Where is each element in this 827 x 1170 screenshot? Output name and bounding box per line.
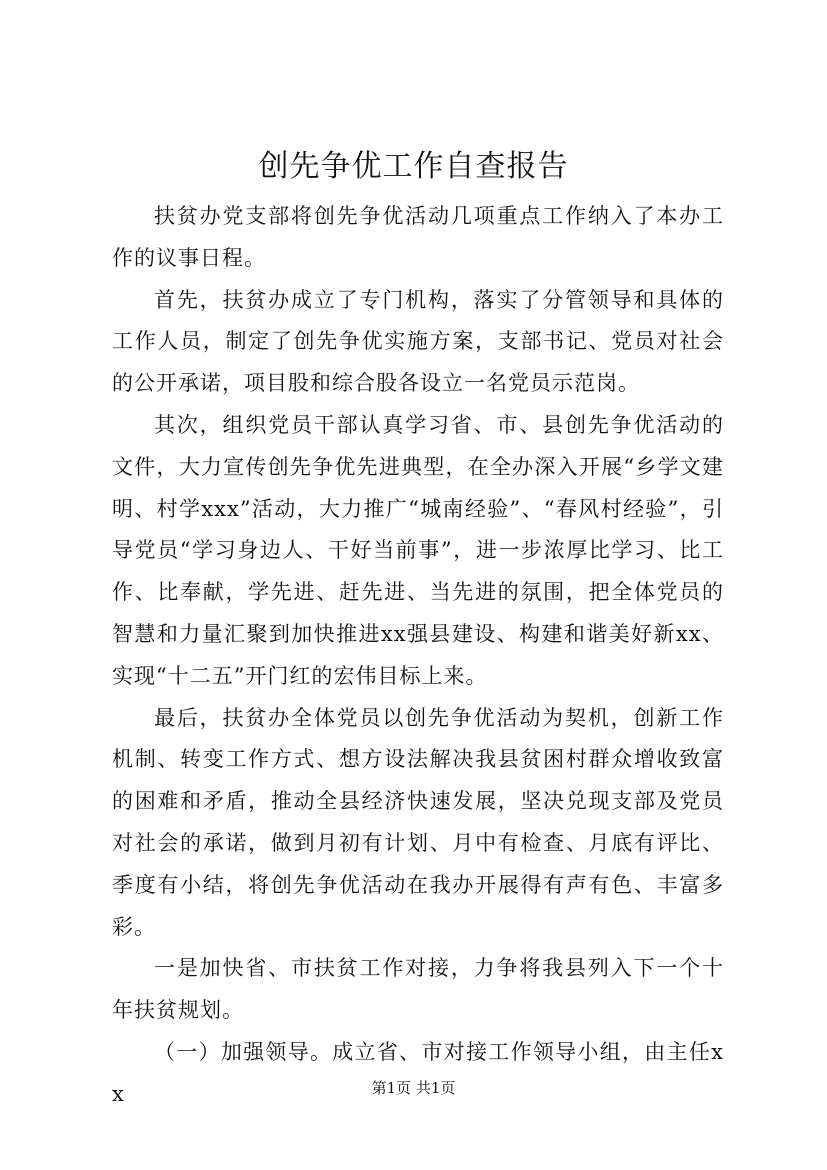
document-body [112, 196, 724, 1116]
document-title: 创先争优工作自查报告 [258, 149, 569, 184]
paragraph-point-one: 一是加快省、市扶贫工作对接，力争将我县列入下一个十年扶贫规划。 [112, 956, 724, 1023]
paragraph-subpoint-one: （一）加强领导。成立省、市对接工作领导小组，由主任xx [112, 1039, 724, 1106]
paragraph-first: 首先，扶贫办成立了专门机构，落实了分管领导和具体的工作人员，制定了创先争优实施方案，支部书记、党员对社会的公开承诺，项目股和综合股各设立一名党员示范岗。 [112, 287, 724, 396]
paragraph-second: 其次，组织党员干部认真学习省、市、县创先争优活动的文件，大力宣传创先争优先进典型，在全办深入开展“乡学文建明、村学xxx”活动，大力推广“城南经验”、“春风村经验”，引导党员“学习身边人、干好当前事”，进一步浓厚比学习、比工作、比奉献，学先进、赶先进、当先进的氛围，把全体党员的智慧和力量汇聚到加快推进xx强县建设、构建和谐美好新xx、实现“十二五”开门红的宏伟目标上来。 [112, 412, 724, 688]
paragraph-last: 最后，扶贫办全体党员以创先争优活动为契机，创新工作机制、转变工作方式、想方设法解决我县贫困村群众增收致富的困难和矛盾，推动全县经济快速发展，坚决兑现支部及党员对社会的承诺，做到月初有计划、月中有检查、月底有评比、季度有小结，将创先争优活动在我办开展得有声有色、丰富多彩。 [112, 705, 724, 939]
paragraph-intro: 扶贫办党支部将创先争优活动几项重点工作纳入了本办工作的议事日程。 [112, 204, 724, 270]
page-number-footer: 第1页 共1页 [371, 1079, 456, 1097]
